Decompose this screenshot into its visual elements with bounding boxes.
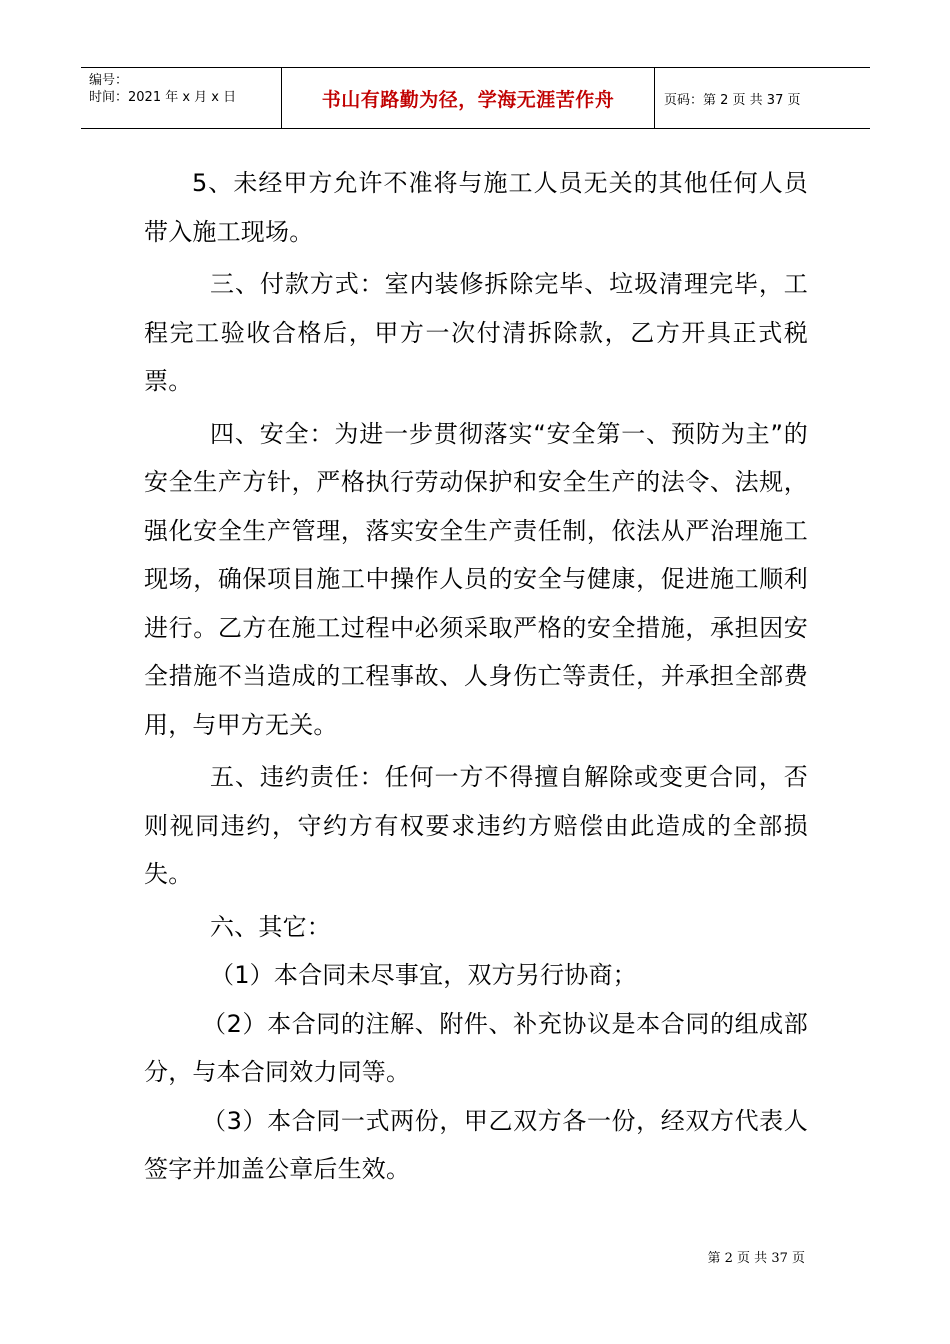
paragraph-item-5: 5、未经甲方允许不准将与施工人员无关的其他任何人员带入施工现场。: [144, 169, 808, 246]
paragraph-other-1: （1）本合同未尽事宜，双方另行协商；: [210, 961, 637, 989]
document-body: [144, 159, 808, 1194]
paragraph-payment: 三、付款方式：室内装修拆除完毕、垃圾清理完毕，工程完工验收合格后，甲方一次付清拆除款，乙方开具正式税票。: [144, 270, 808, 395]
document-time: 时间：2021 年 x 月 x 日: [89, 90, 237, 105]
page-header: [81, 67, 870, 129]
paragraph-safety: 四、安全：为进一步贯彻落实“安全第一、预防为主”的安全生产方针，严格执行劳动保护和安全生产的法令、法规，强化安全生产管理，落实安全生产责任制，依法从严治理施工现场，确保项目施工中操作人员的安全与健康，促进施工顺利进行。乙方在施工过程中必须采取严格的安全措施，承担因安全措施不当造成的工程事故、人身伤亡等责任，并承担全部费用，与甲方无关。: [144, 419, 808, 739]
page-footer: 第 2 页 共 37 页: [707, 1251, 805, 1266]
header-meta: [81, 68, 282, 128]
paragraph-liability: 五、违约责任：任何一方不得擅自解除或变更合同，否则视同违约，守约方有权要求违约方赔偿由此造成的全部损失。: [144, 763, 808, 888]
document-number: 编号：: [89, 73, 129, 88]
paragraph-other-3: （3）本合同一式两份，甲乙双方各一份，经双方代表人签字并加盖公章后生效。: [144, 1106, 808, 1183]
paragraph-other-2: （2）本合同的注解、附件、补充协议是本合同的组成部分，与本合同效力同等。: [144, 1009, 808, 1086]
header-page-info: 页码：第 2 页 共 37 页: [664, 92, 801, 108]
paragraph-other-heading: 六、其它：: [210, 912, 331, 941]
header-motto: 书山有路勤为径，学海无涯苦作舟: [282, 68, 655, 128]
